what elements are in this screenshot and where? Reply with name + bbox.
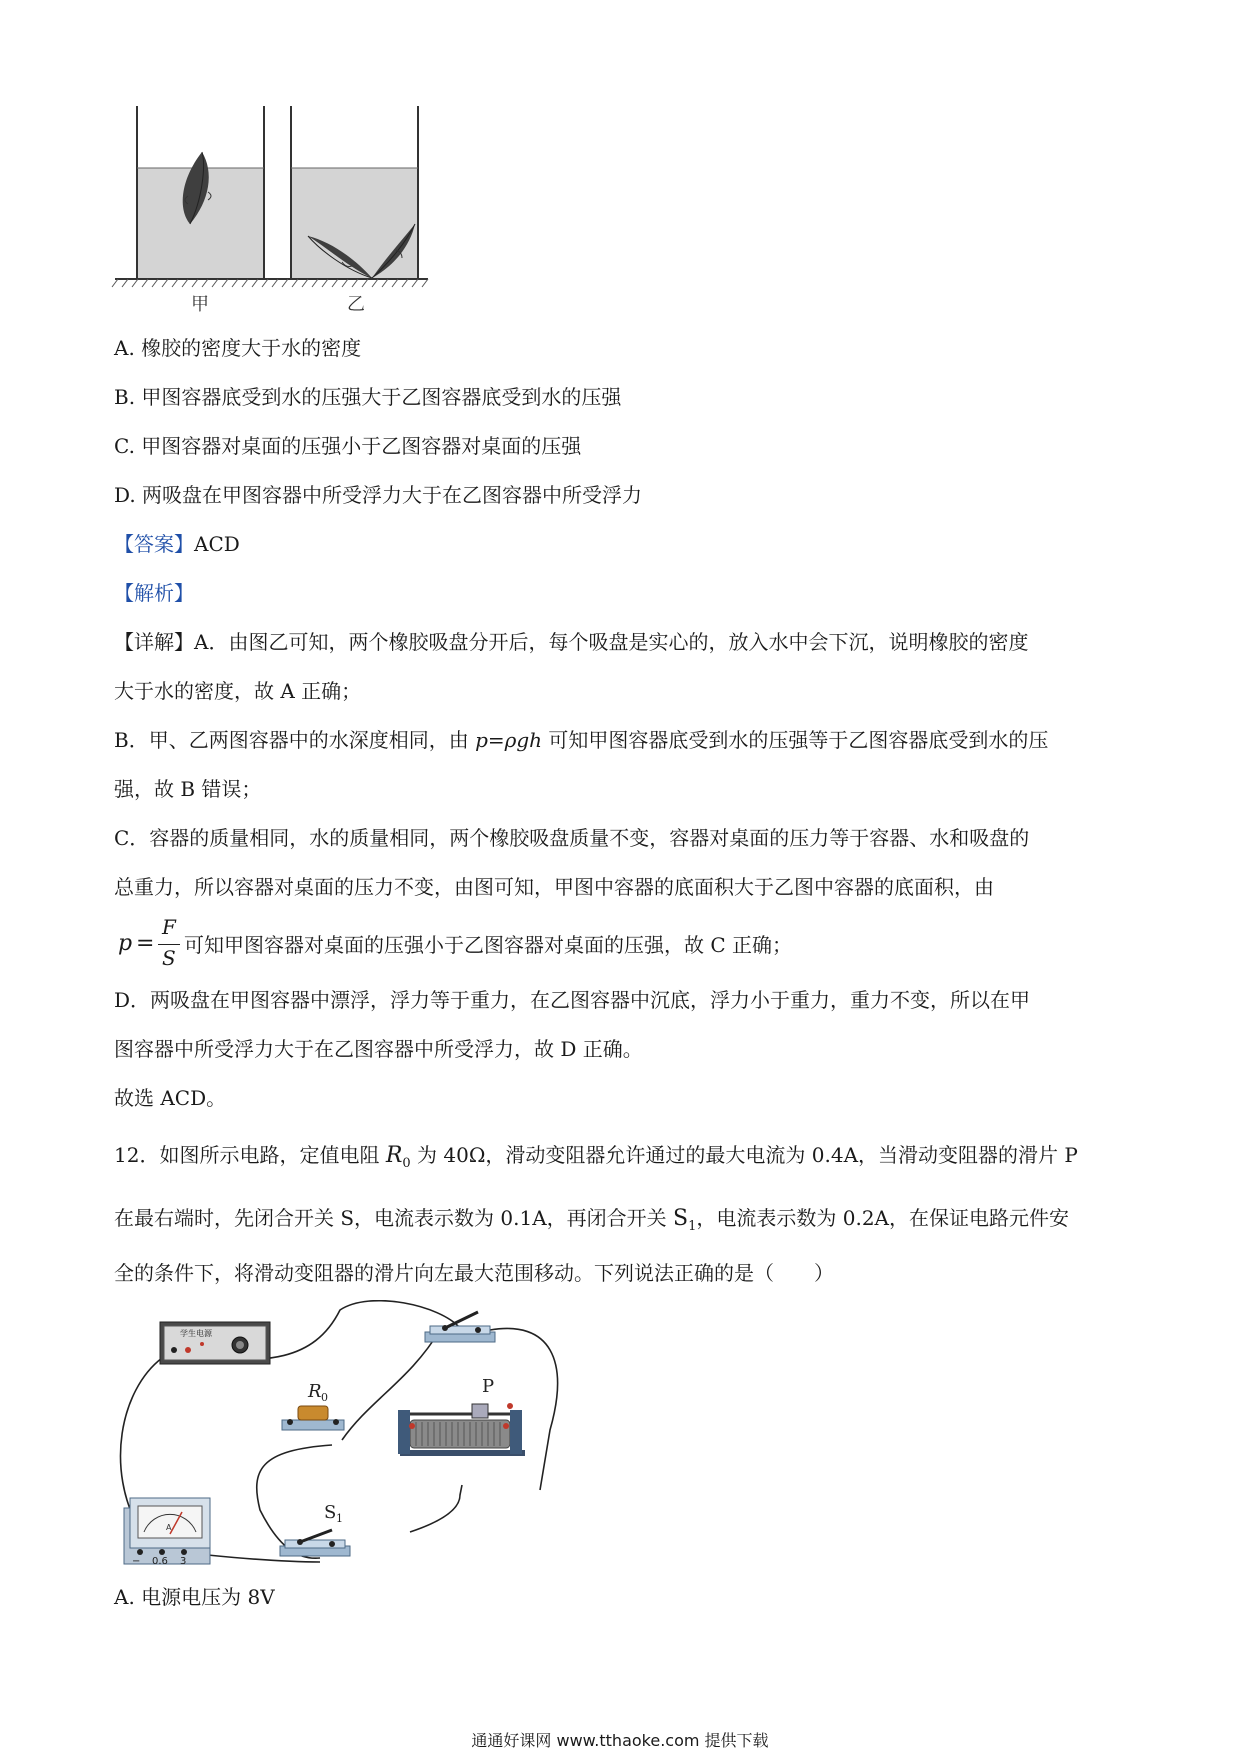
resistor-label-sub: 0 [321, 1391, 328, 1404]
slider-label: P [482, 1376, 495, 1397]
switch-s1-label-sub: 1 [336, 1512, 343, 1525]
answer-value: ACD [194, 532, 240, 556]
detail-c-line1: C．容器的质量相同，水的质量相同，两个橡胶吸盘质量不变，容器对桌面的压力等于容器、水和吸盘的 [114, 826, 1030, 850]
detail-conclusion: 故选 ACD。 [114, 1086, 227, 1110]
detail-b-formula: p=ρgh [475, 728, 543, 752]
q12-text-c: 在最右端时，先闭合开关 S，电流表示数为 0.1A，再闭合开关 [114, 1206, 674, 1230]
resistor-r0 [282, 1381, 344, 1430]
detail-d-line1: D．两吸盘在甲图容器中漂浮，浮力等于重力，在乙图容器中沉底，浮力小于重力，重力不变，所以在甲 [114, 988, 1031, 1012]
power-label: 学生电源 [180, 1329, 212, 1338]
q12-option-a: A. 电源电压为 8V [114, 1585, 275, 1609]
resistor-label: R [308, 1381, 322, 1402]
ammeter-3: 3 [180, 1556, 187, 1567]
formula-denominator: S [162, 946, 176, 970]
circuit-figure [110, 1300, 610, 1570]
page-footer: 通通好课网 www.tthaoke.com 提供下载 [471, 1731, 769, 1750]
label-yi: 乙 [347, 294, 365, 315]
q12-line2 [114, 1203, 1069, 1242]
detail-d-line2: 图容器中所受浮力大于在乙图容器中所受浮力，故 D 正确。 [114, 1037, 643, 1061]
analysis-tag: 【解析】 [114, 581, 194, 605]
formula-eq: = [136, 931, 155, 956]
q12-r0: R [385, 1143, 403, 1168]
detail-b-pre: B．甲、乙两图容器中的水深度相同，由 [114, 728, 476, 752]
detail-a-text1: A．由图乙可知，两个橡胶吸盘分开后，每个吸盘是实心的，放入水中会下沉，说明橡胶的密度 [194, 630, 1029, 654]
q11-option-c: C. 甲图容器对桌面的压强小于乙图容器对桌面的压强 [114, 434, 582, 458]
q12-text-d: ，电流表示数为 0.2A，在保证电路元件安 [696, 1206, 1069, 1230]
detail-c-line2: 总重力，所以容器对桌面的压力不变，由图可知，甲图中容器的底面积大于乙图中容器的底面积，由 [114, 875, 994, 899]
q12-line3: 全的条件下，将滑动变阻器的滑片向左最大范围移动。下列说法正确的是（ ） [114, 1261, 834, 1285]
q12-s1: S [673, 1206, 689, 1231]
answer-line [114, 529, 240, 559]
rheostat [398, 1376, 525, 1456]
q12-text-a: 12．如图所示电路，定值电阻 [114, 1143, 386, 1167]
detail-b-post: 可知甲图容器底受到水的压强等于乙图容器底受到水的压 [542, 728, 1049, 752]
q11-option-b: B. 甲图容器底受到水的压强大于乙图容器底受到水的压强 [114, 385, 622, 409]
ammeter-minus: − [132, 1556, 141, 1567]
formula-numerator: F [162, 915, 176, 939]
q11-option-a: A. 橡胶的密度大于水的密度 [114, 336, 362, 360]
q12-s1-sub: 1 [688, 1219, 697, 1234]
detail-tag: 【详解】 [114, 630, 194, 654]
switch-s [425, 1300, 495, 1342]
q12-line1 [114, 1140, 1078, 1179]
pressure-formula [114, 915, 184, 975]
q11-option-d: D. 两吸盘在甲图容器中所受浮力大于在乙图容器中所受浮力 [114, 483, 643, 507]
ammeter [124, 1498, 210, 1567]
ammeter-06: 0.6 [152, 1556, 168, 1567]
detail-a-line1 [114, 627, 1028, 657]
q12-r0-sub: 0 [402, 1156, 411, 1171]
answer-tag: 【答案】 [114, 532, 194, 556]
detail-c-line3: 可知甲图容器对桌面的压强小于乙图容器对桌面的压强，故 C 正确； [184, 933, 793, 957]
label-jia: 甲 [191, 294, 209, 315]
power-supply [160, 1322, 270, 1364]
detail-b-line2: 强，故 B 错误； [114, 777, 262, 801]
q12-text-b: 为 40Ω，滑动变阻器允许通过的最大电流为 0.4A，当滑动变阻器的滑片 P [410, 1143, 1078, 1167]
containers-figure [110, 100, 430, 320]
switch-s1-label: S [324, 1502, 337, 1523]
formula-p: p [118, 931, 133, 956]
detail-b-line1 [114, 725, 1048, 755]
ammeter-symbol: A [166, 1523, 172, 1532]
detail-a-line2: 大于水的密度，故 A 正确； [114, 679, 362, 703]
formula-bar [158, 944, 180, 945]
switch-s1 [280, 1502, 350, 1556]
